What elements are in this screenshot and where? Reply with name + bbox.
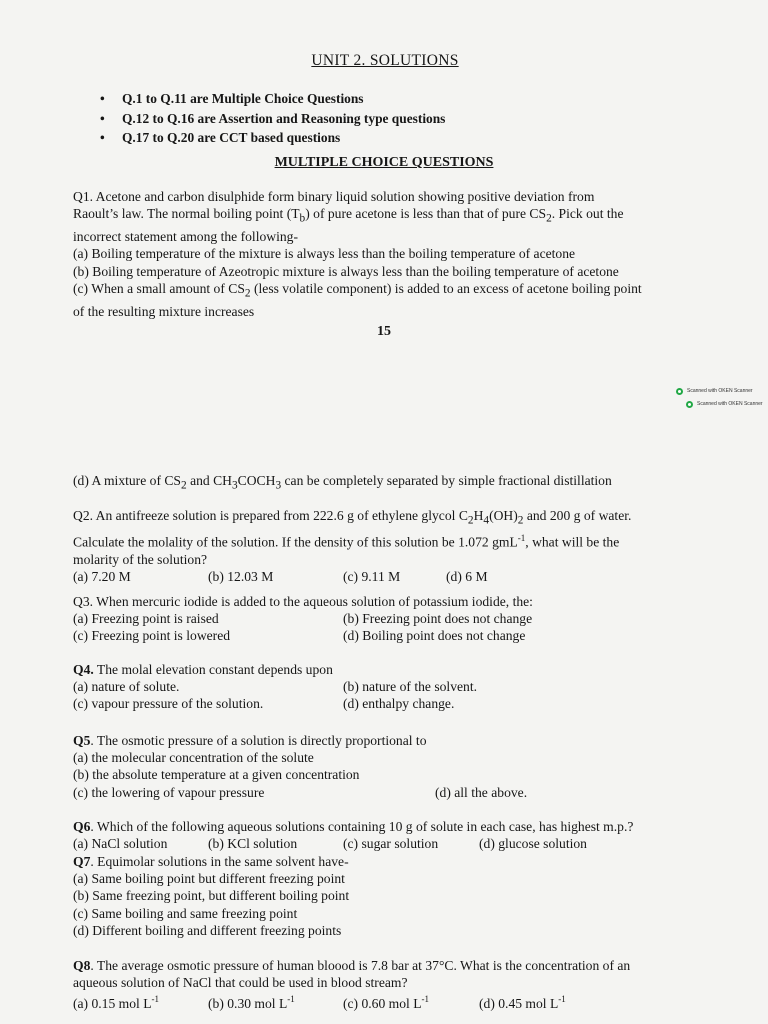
question-1-text: Q1. Acetone and carbon disulphide form binary liquid solution showing positive deviation from <box>73 189 595 204</box>
option-c: (c) 9.11 M <box>343 568 401 584</box>
option-d: (d) 0.45 mol $L^{-1}$ <box>479 994 566 1011</box>
question-7: Q7. Equimolar solutions in the same solvent have- (a) Same boiling point but different freezing point (b) Same freezing point, but different boiling point (c) Same boiling and same freezing point (d) Different boiling and different freezing points <box>73 853 713 939</box>
option-a: (a) Freezing point is raised <box>73 611 219 627</box>
question-1: Q1. Acetone and carbon disulphide form binary liquid solution showing positive deviation from Raoult’s law. The normal boiling point $(T_b)$ of pure acetone is less than that of pure $CS_2$. Pick out the incorrect statement among the following- (a) Boiling temperature of the mixture is always less than the boiling temperature of acetone (b) Boiling temperature of Azeotropic mixture is always less than the boiling temperature of acetone (c) When a small amount of $CS_2$ (less volatile component) is added to an excess of acetone boiling point of the resulting mixture increases <box>73 188 713 320</box>
option-b: (b) Freezing point does not change <box>343 611 533 627</box>
option-c: (c) 0.60 mol $L^{-1}$ <box>343 994 430 1011</box>
option-b: (b) nature of the solvent. <box>343 679 478 695</box>
option-c: (c) sugar solution <box>343 836 439 852</box>
question-8: Q8. The average osmotic pressure of human bloood is 7.8 bar at 37°C. What is the concentration of an aqueous solution of NaCl that could be used in blood stream? (a) 0.15 mol $L^{-1}$ (b) 0.30 mol $L^{-1}$ (c) 0.60 mol $L^{-1}$ (d) 0.45 mol $L^{-1}$ <box>73 958 631 1011</box>
option-d: (d) Different boiling and different freezing points <box>73 922 342 938</box>
question-3: Q3. When mercuric iodide is added to the aqueous solution of potassium iodide, the: (a) Freezing point is raised (b) Freezing point does not change (c) Freezing point is lowered (d) Boiling point does not change <box>73 594 533 644</box>
scanner-watermark: Scanned with OKEN Scanner <box>686 396 763 413</box>
option-a: (a) 0.15 mol $L^{-1}$ <box>73 994 160 1011</box>
options-row <box>73 568 713 585</box>
question-5: Q5. The osmotic pressure of a solution is directly proportional to (a) the molecular concentration of the solute (b) the absolute temperature at a given concentration (c) the lowering of vapour pressure (d) all the above. <box>73 732 713 801</box>
option-a: (a) nature of solute. <box>73 679 180 695</box>
instruction-item: • Q.1 to Q.11 are Multiple Choice Questions <box>100 90 445 110</box>
option-a: (a) Same boiling point but different freezing point <box>73 871 345 887</box>
option-c: (c) Same boiling and same freezing point <box>73 905 298 921</box>
scanner-logo-icon <box>676 388 683 395</box>
page-title: UNIT 2. SOLUTIONS <box>311 52 459 69</box>
option-a: (a) NaCl solution <box>73 836 168 852</box>
scanner-logo-icon <box>686 401 693 408</box>
option-d: (d) all the above. <box>435 784 528 800</box>
option-d: (d) 6 M <box>446 568 488 584</box>
option-b: (b) Same freezing point, but different boiling point <box>73 888 350 904</box>
option-b: (b) Boiling temperature of Azeotropic mixture is always less than the boiling temperature of acetone <box>73 263 619 279</box>
question-4: Q4. The molal elevation constant depends upon (a) nature of solute. (b) nature of the solvent. (c) vapour pressure of the solution. (d) enthalpy change. <box>73 662 478 712</box>
question-1-option-d: (d) A mixture of $CS_2$ and $CH_3COCH_3$ can be completely separated by simple fractional distillation <box>73 473 612 492</box>
instruction-item: • Q.12 to Q.16 are Assertion and Reasoning type questions <box>100 110 445 130</box>
option-c: (c) vapour pressure of the solution. <box>73 696 264 712</box>
option-a: (a) 7.20 M <box>73 568 131 584</box>
option-b: (b) 12.03 M <box>208 568 274 584</box>
page-number: 15 <box>377 324 391 339</box>
section-heading: MULTIPLE CHOICE QUESTIONS <box>274 155 494 170</box>
option-d: (d) glucose solution <box>479 836 587 852</box>
option-c: (c) the lowering of vapour pressure <box>73 784 265 800</box>
option-a: (a) Boiling temperature of the mixture is always less than the boiling temperature of acetone <box>73 246 576 262</box>
option-d: (d) enthalpy change. <box>343 696 455 712</box>
option-c: (c) Freezing point is lowered <box>73 628 231 644</box>
question-6: Q6. Which of the following aqueous solutions containing 10 g of solute in each case, has highest m.p.? (a) NaCl solution (b) KCl solution (c) sugar solution (d) glucose solution <box>73 819 634 852</box>
option-b: (b) the absolute temperature at a given concentration <box>73 767 360 783</box>
option-c: (c) When a small amount of $CS_2$ (less volatile component) is added to an excess of acetone boiling point <box>73 280 642 300</box>
scanner-watermark: Scanned with OKEN Scanner <box>676 383 753 400</box>
instruction-item: • Q.17 to Q.20 are CCT based questions <box>100 129 445 149</box>
question-2: Q2. An antifreeze solution is prepared from 222.6 g of ethylene glycol $C_2H_4(OH)_2$ and 200 g of water. Calculate the molality of the solution. If the density of this solution be 1.072 gmL$^{-1}$, what will be the molarity of the solution? (a) 7.20 M (b) 12.03 M (c) 9.11 M (d) 6 M <box>73 507 713 585</box>
instruction-list <box>100 90 445 149</box>
option-b: (b) KCl solution <box>208 836 298 852</box>
option-b: (b) 0.30 mol $L^{-1}$ <box>208 994 295 1011</box>
option-d: (d) Boiling point does not change <box>343 628 526 644</box>
option-a: (a) the molecular concentration of the solute <box>73 750 314 766</box>
